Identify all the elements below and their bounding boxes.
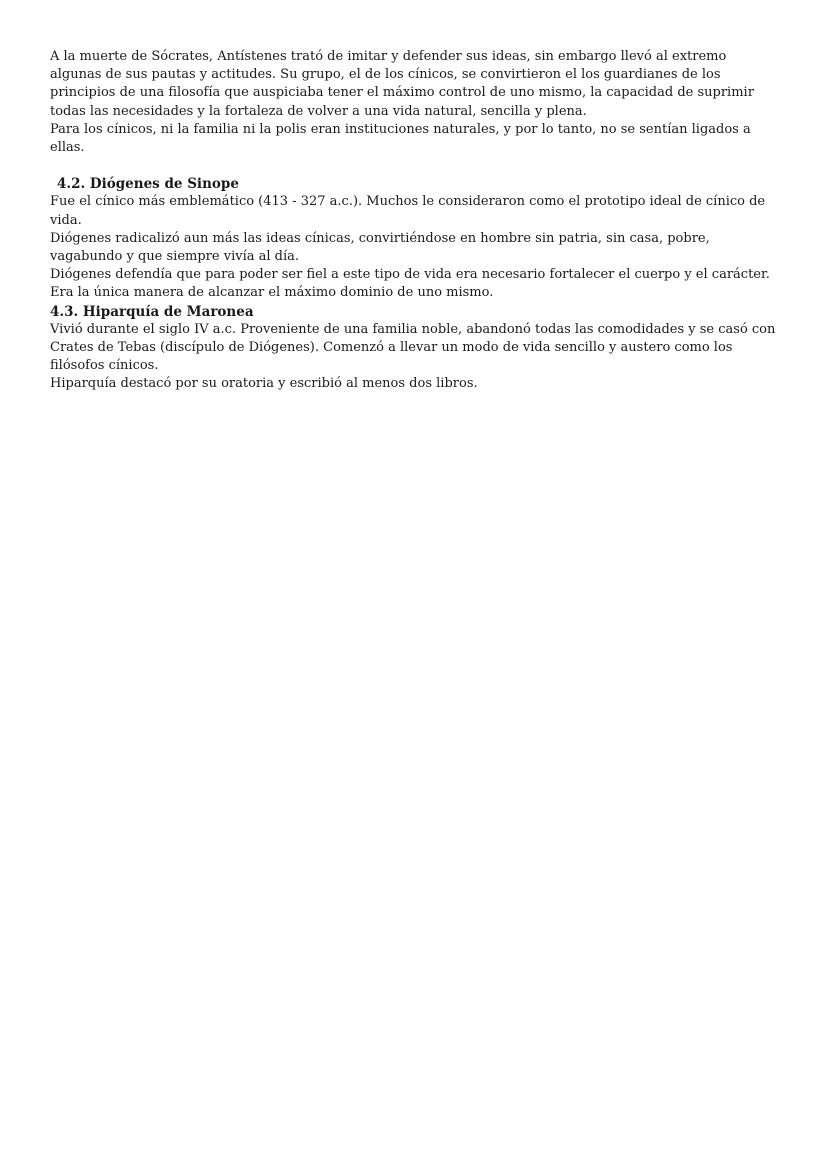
intro-paragraph-2: Para los cínicos, ni la familia ni la polis eran instituciones naturales, y por lo tanto, no se sentían ligados a ellas. <box>50 121 751 156</box>
diogenes-paragraph-3: Diógenes defendía que para poder ser fiel a este tipo de vida era necesario fortalecer el cuerpo y el carácter. Era la única manera de alcanzar el máximo dominio de uno mismo. <box>50 267 770 301</box>
diogenes-paragraph-1: Fue el cínico más emblemático (413 - 327 a.c.). Muchos le consideraron como el prototipo ideal de cínico de vida. <box>50 194 766 228</box>
hiparquia-paragraph-2: Hiparquía destacó por su oratoria y escribió al menos dos libros. <box>50 376 478 392</box>
section-heading-diogenes: 4.2. Diógenes de Sinope <box>57 176 239 193</box>
diogenes-paragraph-2: Diógenes radicalizó aun más las ideas cínicas, convirtiéndose en hombre sin patria, sin casa, pobre, vagabundo y que siempre vivía al día. <box>50 230 710 265</box>
section-heading-hiparquia: 4.3. Hiparquía de Maronea <box>50 303 254 320</box>
document-page <box>50 48 780 394</box>
intro-paragraph-1: A la muerte de Sócrates, Antístenes trató de imitar y defender sus ideas, sin embargo llevó al extremo algunas de sus pautas y actitudes. Su grupo, el de los cínicos, se convirtieron el los guardianes de los principios de una filosofía que auspiciaba tener el máximo control de uno mismo, la capacidad de suprimir todas las necesidades y la fortaleza de volver a una vida natural, sencilla y plena. <box>50 49 754 119</box>
hiparquia-paragraph-1: Vivió durante el siglo IV a.c. Proveniente de una familia noble, abandonó todas las comodidades y se casó con Crates de Tebas (discípulo de Diógenes). Comenzó a llevar un modo de vida sencillo y austero como los filósofos cínicos. <box>50 321 776 374</box>
blank-line <box>50 157 780 175</box>
